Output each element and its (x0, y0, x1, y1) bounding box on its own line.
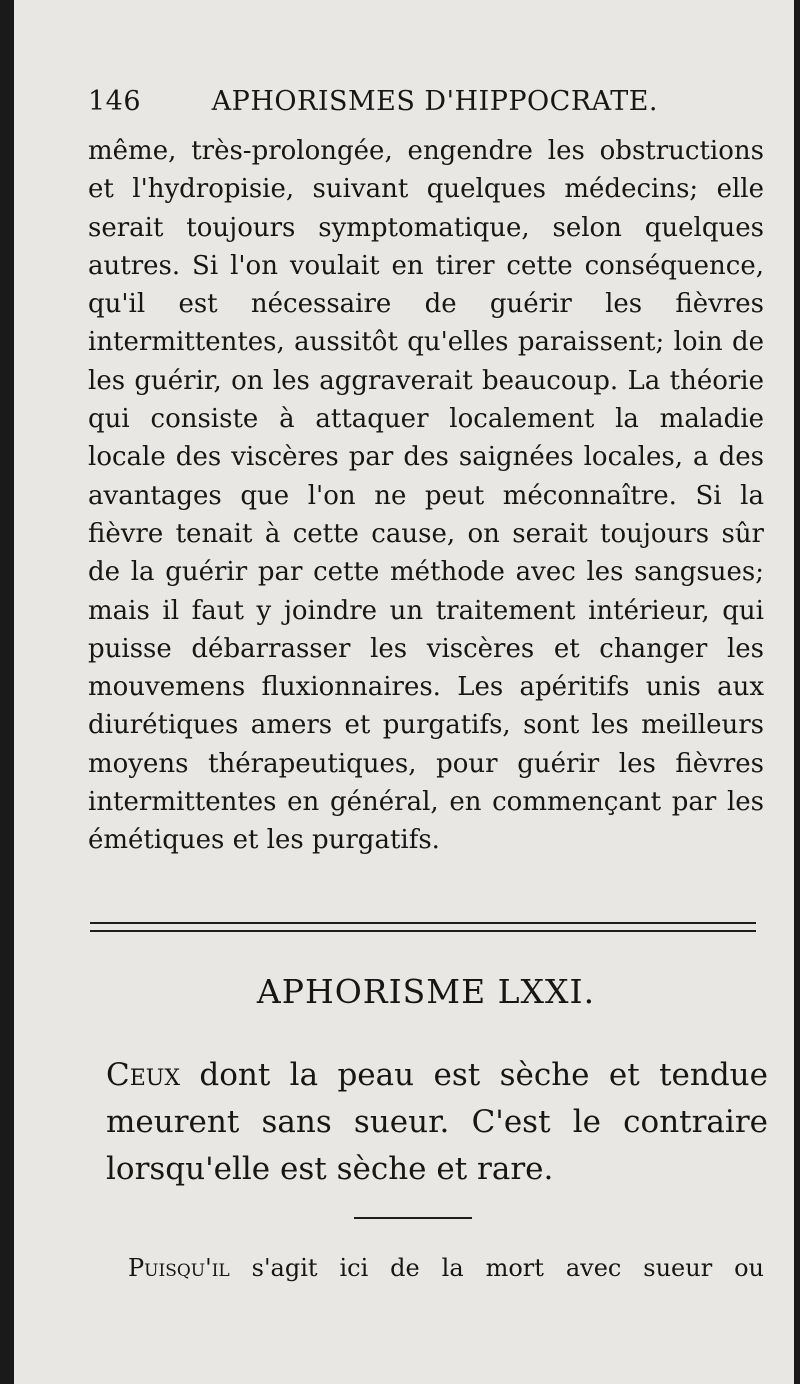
book-page (14, 0, 794, 1384)
running-head (88, 86, 658, 128)
aphorism-heading: APHORISME LXXI. (256, 972, 596, 1011)
aphorism-lead-word: Ceux (106, 1057, 180, 1093)
short-rule-divider (354, 1217, 472, 1219)
commentary-lead-word: Puisqu'il (128, 1254, 230, 1282)
commentary-body: s'agit ici de la mort avec sueur ou (229, 1254, 764, 1282)
body-paragraph: même, très-prolongée, engendre les obstructions et l'hydropisie, suivant quelques médecins; elle serait toujours symptomatique, selon quelques autres. Si l'on voulait en tirer cette conséquence, qu'il est nécessaire de guérir les fièvres intermittentes, aussitôt qu'elles paraissent; loin de les guérir, on les aggraverait beaucoup. La théorie qui consiste à attaquer localement la maladie locale des viscères par des saignées locales, a des avantages que l'on ne peut méconnaître. Si la fièvre tenait à cette cause, on serait toujours sûr de la guérir par cette méthode avec les sangsues; mais il faut y joindre un traitement intérieur, qui puisse débarrasser les viscères et changer les mouvemens fluxionnaires. Les apéritifs unis aux diurétiques amers et purgatifs, sont les meilleurs moyens thérapeutiques, pour guérir les fièvres intermittentes en général, en commençant par les émétiques et les purgatifs. (88, 136, 764, 856)
page-number: 146 (88, 86, 142, 117)
running-title: APHORISMES D'HIPPOCRATE. (211, 86, 658, 117)
aphorism-text (106, 1052, 768, 1193)
aphorism-body: dont la peau est sèche et tendue meurent sans sueur. C'est le contraire lorsqu'elle est sèche et rare. (106, 1057, 768, 1187)
double-rule-divider (90, 922, 756, 932)
commentary-text (128, 1251, 764, 1285)
